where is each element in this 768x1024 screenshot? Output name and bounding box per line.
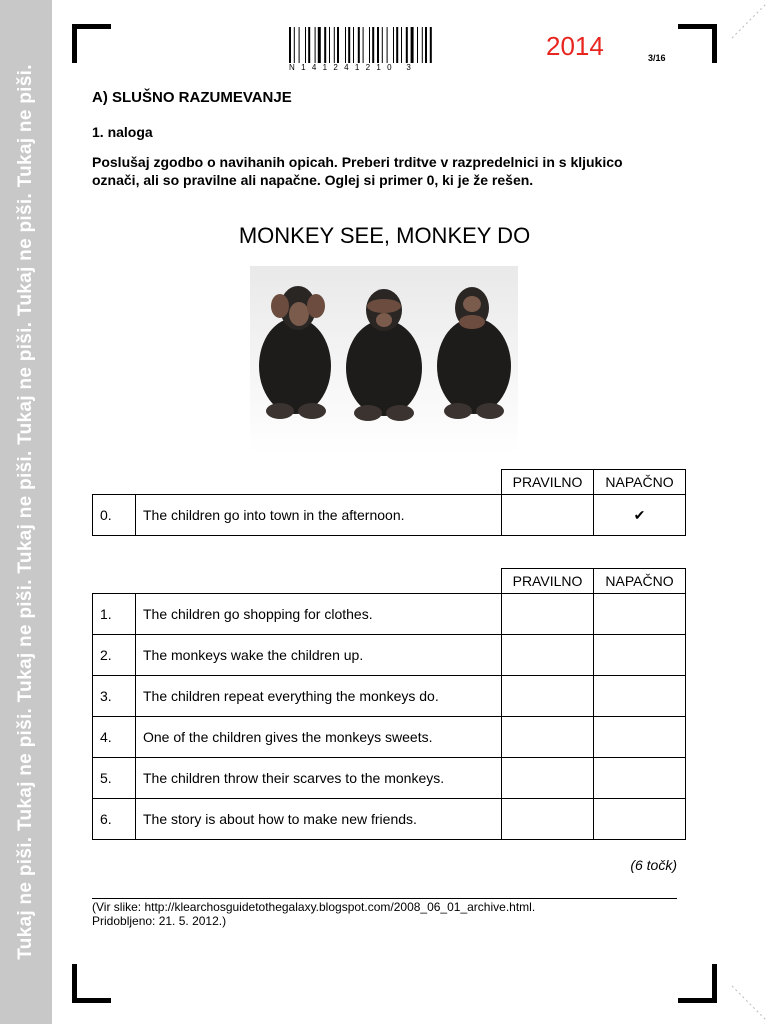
statement-number: 4.	[93, 717, 136, 758]
three-monkeys-image	[250, 266, 518, 454]
table-row	[93, 594, 686, 635]
crop-mark-top-left	[72, 24, 111, 63]
answer-cell-true[interactable]	[502, 758, 594, 799]
barcode-digits: N141241210 3	[289, 63, 418, 72]
image-retrieved-line: Pridobljeno: 21. 5. 2012.)	[92, 914, 227, 928]
table-row	[93, 799, 686, 840]
answer-cell-false[interactable]	[594, 799, 686, 840]
story-title: MONKEY SEE, MONKEY DO	[238, 223, 531, 248]
answer-cell-false[interactable]	[594, 594, 686, 635]
answer-cell-false[interactable]	[594, 635, 686, 676]
section-title: A) SLUŠNO RAZUMEVANJE	[92, 89, 292, 106]
answer-cell-true[interactable]	[502, 676, 594, 717]
crop-mark-bottom-right	[678, 964, 717, 1003]
answer-cell-true[interactable]	[502, 635, 594, 676]
statements-table	[92, 568, 686, 840]
statement-text: The children go shopping for clothes.	[136, 594, 502, 635]
image-source-line: (Vir slike: http://klearchosguidetothegalaxy.blogspot.com/2008_06_01_archive.html.	[92, 900, 536, 914]
column-header-false: NAPAČNO	[594, 569, 686, 594]
corner-dotted-line	[728, 984, 768, 1024]
statement-text: One of the children gives the monkeys sweets.	[136, 717, 502, 758]
margin-warning-text: Tukaj ne piši. Tukaj ne piši. Tukaj ne piši. Tukaj ne piši. Tukaj ne piši. Tukaj ne piši. Tukaj ne piši.	[15, 64, 36, 960]
answer-cell-false[interactable]	[594, 758, 686, 799]
table-row	[93, 635, 686, 676]
table-row	[93, 758, 686, 799]
statement-text: The children go into town in the afternoon.	[136, 495, 502, 536]
image-source-note	[92, 900, 677, 928]
task-instructions: Poslušaj zgodbo o navihanih opicah. Preberi trditve v razpredelnici in s kljukico označi, ali so pravilne ali napačne. Oglej si primer 0, ki je že rešen.	[92, 154, 623, 188]
table-row	[93, 717, 686, 758]
answer-cell-true[interactable]	[502, 717, 594, 758]
points-label: (6 točk)	[630, 857, 677, 873]
statement-number: 2.	[93, 635, 136, 676]
column-header-true: PRAVILNO	[502, 569, 594, 594]
statement-text: The children throw their scarves to the monkeys.	[136, 758, 502, 799]
answer-cell-true[interactable]	[502, 594, 594, 635]
answer-cell-true[interactable]	[502, 799, 594, 840]
example-table	[92, 469, 686, 536]
exam-year: 2014	[546, 31, 604, 61]
task-title: 1. naloga	[92, 124, 153, 140]
answer-cell-true	[502, 495, 594, 536]
statement-text: The monkeys wake the children up.	[136, 635, 502, 676]
statement-number: 1.	[93, 594, 136, 635]
statement-text: The story is about how to make new friends.	[136, 799, 502, 840]
answer-cell-false[interactable]	[594, 676, 686, 717]
statement-number: 5.	[93, 758, 136, 799]
table-row	[93, 676, 686, 717]
crop-mark-bottom-left	[72, 964, 111, 1003]
statement-number: 3.	[93, 676, 136, 717]
answer-cell-false[interactable]	[594, 717, 686, 758]
crop-mark-top-right	[678, 24, 717, 63]
answer-cell-false: ✔	[594, 495, 686, 536]
statement-text: The children repeat everything the monkeys do.	[136, 676, 502, 717]
corner-dotted-line	[728, 0, 768, 40]
footnote-divider	[92, 898, 677, 899]
statement-number: 0.	[93, 495, 136, 536]
barcode	[289, 27, 477, 63]
margin-strip	[0, 0, 52, 1024]
statement-number: 6.	[93, 799, 136, 840]
column-header-false: NAPAČNO	[594, 470, 686, 495]
table-row	[93, 495, 686, 536]
column-header-true: PRAVILNO	[502, 470, 594, 495]
page-number: 3/16	[648, 53, 666, 63]
